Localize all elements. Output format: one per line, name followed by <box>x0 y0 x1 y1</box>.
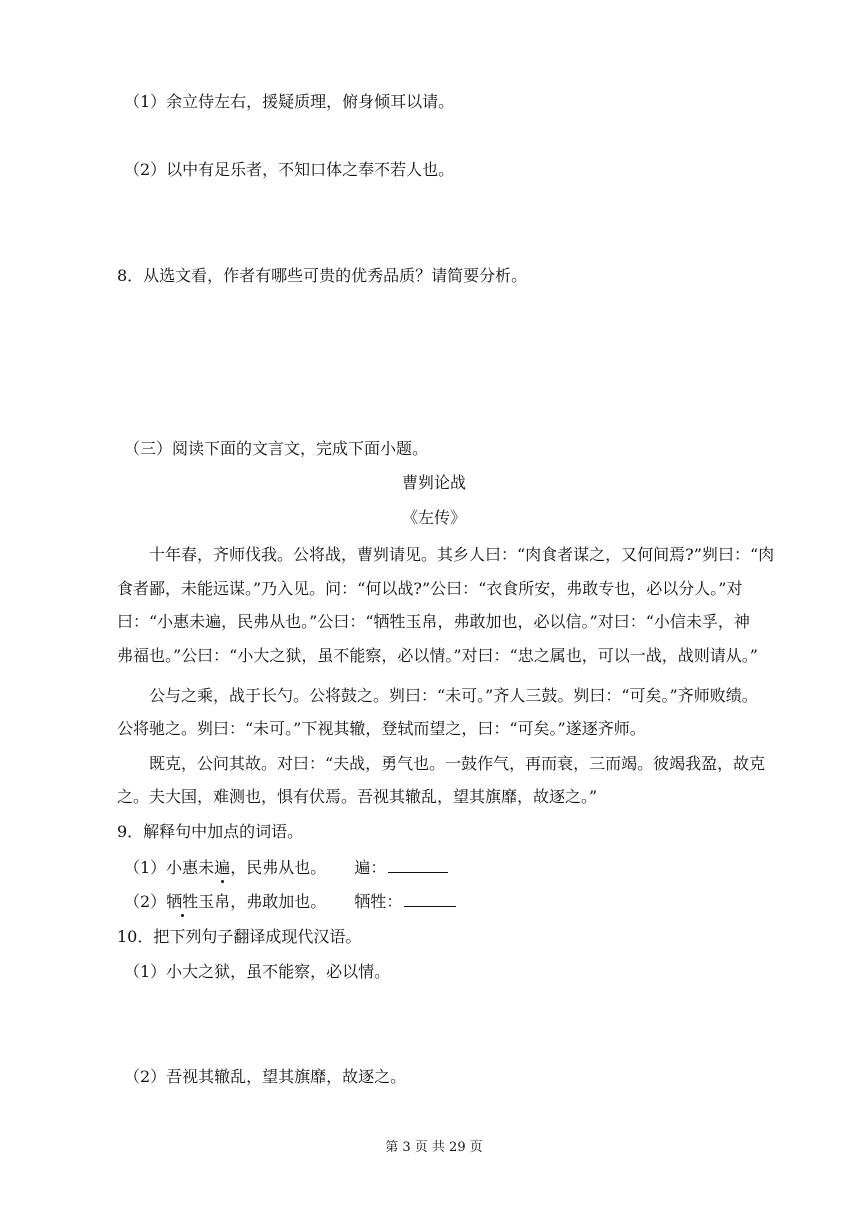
q7-item-2: （2）以中有足乐者，不知口体之奉不若人也。 <box>124 160 455 179</box>
page-footer: 第 3 页 共 29 页 <box>385 1140 483 1155</box>
dotted-word: 遍 <box>214 858 231 877</box>
passage-line: 曰：“小惠未遍，民弗从也。”公曰：“牺牲玉帛，弗敢加也，必以信。”对曰：“小信未孚，神 <box>117 612 750 631</box>
passage-line: 既克，公问其故。对曰：“夫战，勇气也。一鼓作气，再而衰，三而竭。彼竭我盈，故克 <box>149 754 766 773</box>
passage-line: 公将驰之。刿曰：“未可。”下视其辙，登轼而望之，曰：“可矣。”遂逐齐师。 <box>117 719 646 738</box>
question-10-stem: 10．把下列句子翻译成现代汉语。 <box>117 927 362 946</box>
passage-line: 弗福也。”公曰：“小大之狱，虽不能察，必以情。”对曰：“忠之属也，可以一战，战则请从。” <box>117 645 758 665</box>
section-3-intro: （三）阅读下面的文言文，完成下面小题。 <box>124 439 429 458</box>
question-9-stem: 9．解释句中加点的词语。 <box>117 822 304 841</box>
passage-line: 十年春，齐师伐我。公将战，曹刿请见。其乡人曰：“肉食者谋之，又何间焉?”刿曰：“肉 <box>149 545 775 564</box>
passage-line: 食者鄙，未能远谋。”乃入见。问：“何以战?”公曰：“衣食所安，弗敢专也，必以分人。”对 <box>117 578 743 598</box>
item-suffix: 玉帛，弗敢加也。 <box>198 892 327 911</box>
question-10-item-2: （2）吾视其辙乱，望其旗靡，故逐之。 <box>124 1067 407 1086</box>
passage-body <box>117 538 792 672</box>
passage-line: 之。夫大国，难测也，惧有伏焉。吾视其辙乱，望其旗靡，故逐之。” <box>117 787 598 806</box>
passage-title: 曹刿论战 <box>401 473 466 492</box>
question-9-item-2 <box>124 890 456 912</box>
answer-blank[interactable] <box>388 856 448 873</box>
passage-source: 《左传》 <box>401 508 466 527</box>
answer-label: 牺牲： <box>354 892 403 911</box>
item-suffix: ，民弗从也。 <box>230 858 327 877</box>
dotted-word: 牺牲 <box>166 892 199 911</box>
item-prefix: （2） <box>124 892 167 911</box>
question-9-item-1 <box>124 856 448 878</box>
passage-line: 公与之乘，战于长勺。公将鼓之。刿曰：“未可。”齐人三鼓。刿曰：“可矣。”齐师败绩。 <box>149 686 758 705</box>
answer-label: 遍： <box>354 858 387 877</box>
question-10-item-1: （1）小大之狱，虽不能察，必以情。 <box>124 962 391 981</box>
answer-blank[interactable] <box>404 890 456 907</box>
q7-item-1: （1）余立侍左右，援疑质理，俯身倾耳以请。 <box>124 92 455 111</box>
passage-paragraph-1 <box>117 538 792 672</box>
question-8: 8．从选文看，作者有哪些可贵的优秀品质？请简要分析。 <box>117 266 528 285</box>
item-prefix: （1）小惠未 <box>124 858 215 877</box>
